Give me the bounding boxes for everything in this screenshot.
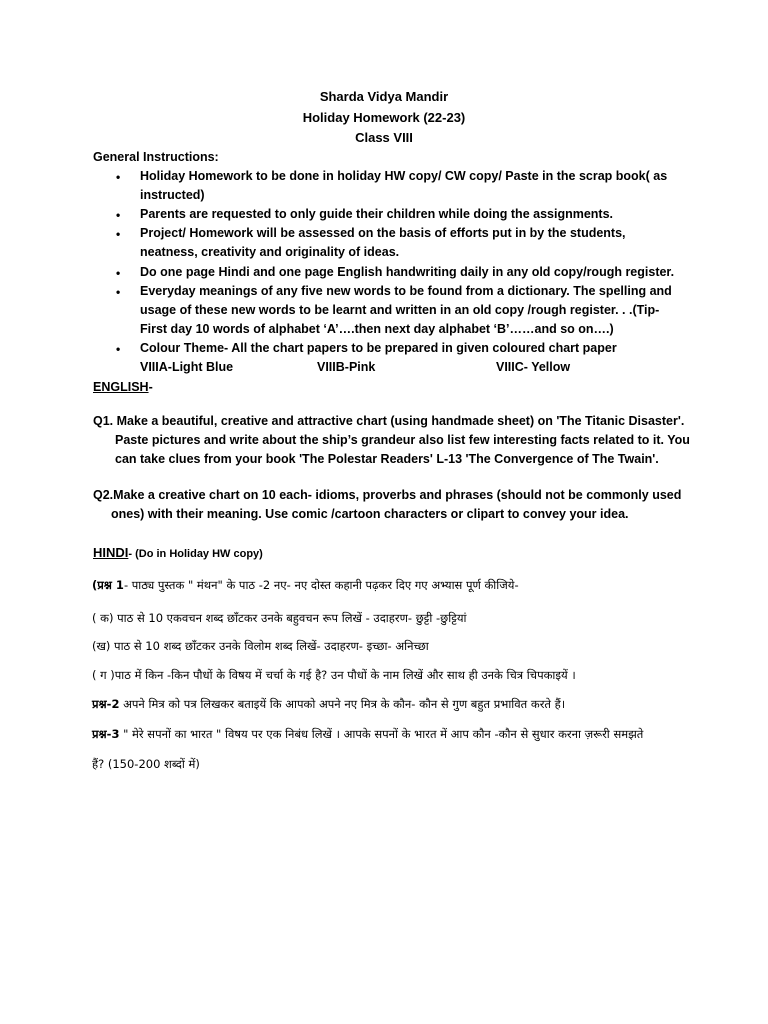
english-q2-line-2: ones) with their meaning. Use comic /cartoon characters or clipart to convey your idea. — [111, 507, 629, 521]
bullet-dot: • — [116, 227, 121, 241]
hindi-q2-text: अपने मित्र को पत्र लिखकर बताइयें कि आपको अपने नए मित्र के कौन- कौन से गुण बहुत प्रभावित करते हैं। — [119, 697, 566, 711]
instruction-3-line-1: Project/ Homework will be assessed on the basis of efforts put in by the students, — [140, 226, 626, 240]
english-heading — [93, 380, 153, 394]
instruction-5-line-2: usage of these new words to be learnt and written in an old copy /rough register. . .(Tip- — [140, 303, 660, 317]
hindi-q1 — [92, 578, 519, 593]
english-q2-line-1: Make a creative chart on 10 each- idioms, proverbs and phrases (should not be commonly used — [113, 488, 682, 502]
general-instructions-heading: General Instructions: — [93, 150, 219, 164]
instruction-5-line-1: Everyday meanings of any five new words to be found from a dictionary. The spelling and — [140, 284, 672, 298]
hindi-heading — [93, 545, 263, 560]
instruction-2: Parents are requested to only guide their children while doing the assignments. — [140, 207, 614, 221]
school-name: Sharda Vidya Mandir — [319, 89, 449, 104]
hindi-heading-text: HINDI — [93, 545, 129, 560]
hindi-q1-label: (प्रश्न 1 — [92, 578, 124, 592]
english-q1-line-2: Paste pictures and write about the ship’s grandeur also list few interesting facts related to it. You — [115, 433, 690, 447]
document-title: Holiday Homework (22-23) — [302, 110, 466, 125]
colour-viiic: VIIIC- Yellow — [496, 360, 571, 374]
hindi-q2 — [92, 697, 565, 712]
bullet-dot: • — [116, 208, 121, 222]
english-heading-text: ENGLISH — [93, 380, 149, 394]
class-label: Class VIII — [355, 130, 413, 145]
english-heading-dash: - — [148, 380, 153, 394]
hindi-q2-label: प्रश्न-2 — [92, 697, 120, 711]
english-q2-label: Q2. — [93, 488, 114, 502]
hindi-item-kha: (ख) पाठ से 10 शब्द छाँटकर उनके विलोम शब्द लिखें- उदाहरण- इच्छा- अनिच्छा — [92, 639, 429, 653]
bullet-dot: • — [116, 170, 121, 184]
instruction-3-line-2: neatness, creativity and originality of ideas. — [140, 245, 400, 259]
english-q1-label: Q1. — [93, 414, 114, 428]
instruction-6: Colour Theme- All the chart papers to be prepared in given coloured chart paper — [140, 341, 617, 355]
hindi-note: - (Do in Holiday HW copy) — [128, 548, 263, 560]
colour-viiia: VIIIA-Light Blue — [140, 360, 234, 374]
english-q2 — [93, 488, 681, 502]
instruction-5-line-3: First day 10 words of alphabet ‘A’….then next day alphabet ‘B’……and so on….) — [140, 322, 614, 336]
bullet-dot: • — [116, 266, 121, 280]
hindi-item-ga: ( ग )पाठ में किन -किन पौधों के विषय में चर्चा के गई है? उन पौधों के नाम लिखें और साथ ही उनके चित्र चिपकाइयें । — [92, 668, 576, 682]
hindi-q1-text: - पाठ्य पुस्तक " मंथन" के पाठ -2 नए- नए दोस्त कहानी पढ़कर दिए गए अभ्यास पूर्ण कीजिये- — [123, 578, 519, 592]
hindi-q3 — [92, 727, 643, 742]
instruction-1-line-2: instructed) — [140, 188, 205, 202]
hindi-q3-text: " मेरे सपनों का भारत " विषय पर एक निबंध लिखें । आपके सपनों के भारत में आप कौन -कौन से सुधार करना ज़रूरी समझते — [119, 727, 644, 741]
english-q1-line-3: can take clues from your book 'The Polestar Readers' L-13 'The Convergence of The Twain'. — [115, 452, 659, 466]
hindi-q3-label: प्रश्न-3 — [92, 727, 120, 741]
hindi-item-ka: ( क) पाठ से 10 एकवचन शब्द छाँटकर उनके बहुवचन रूप लिखें - उदाहरण- छुट्टी -छुट्टियां — [92, 611, 467, 625]
hindi-q3-continuation: हैं? (150-200 शब्दों में) — [92, 757, 200, 771]
english-q1-line-1: Make a beautiful, creative and attractive chart (using handmade sheet) on 'The Titanic Disaster'. — [113, 414, 685, 428]
colour-viiib: VIIIB-Pink — [317, 360, 376, 374]
instruction-4: Do one page Hindi and one page English handwriting daily in any old copy/rough register. — [140, 265, 675, 279]
bullet-dot: • — [116, 342, 121, 356]
english-q1 — [93, 414, 684, 428]
instruction-1-line-1: Holiday Homework to be done in holiday HW copy/ CW copy/ Paste in the scrap book( as — [140, 169, 668, 183]
bullet-dot: • — [116, 285, 121, 299]
